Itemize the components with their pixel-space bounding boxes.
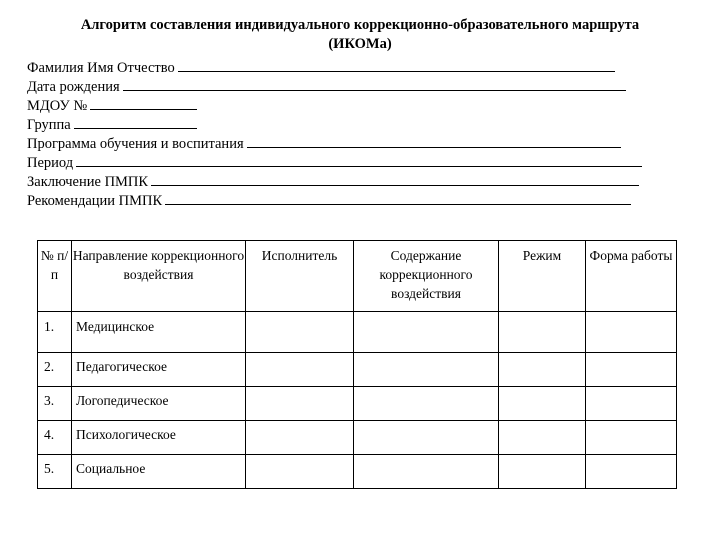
row-form-cell (586, 312, 677, 353)
row-form-cell (586, 387, 677, 421)
fill-in-line (123, 77, 626, 91)
row-direction: Медицинское (72, 312, 246, 353)
row-content-cell (354, 455, 499, 489)
row-mode-cell (499, 455, 586, 489)
row-content-cell (354, 421, 499, 455)
row-number: 3. (38, 387, 72, 421)
row-mode-cell (499, 387, 586, 421)
field-label: Заключение ПМПК (27, 174, 149, 190)
table-header-row (38, 241, 677, 312)
field-period (27, 153, 642, 172)
row-direction: Педагогическое (72, 353, 246, 387)
field-birth-date (27, 77, 642, 96)
row-form-cell (586, 421, 677, 455)
header-executor: Исполнитель (246, 241, 354, 312)
fill-in-line (178, 58, 615, 72)
field-group (27, 115, 642, 134)
row-number: 5. (38, 455, 72, 489)
table-row (38, 455, 677, 489)
title-line-1: Алгоритм составления индивидуального коррекционно-образовательного маршрута (80, 17, 640, 33)
field-program (27, 134, 642, 153)
row-number: 1. (38, 312, 72, 353)
fill-in-line (247, 134, 621, 148)
row-executor-cell (246, 455, 354, 489)
header-direction: Направление коррекционного воздействия (72, 241, 246, 312)
row-content-cell (354, 387, 499, 421)
field-label: Рекомендации ПМПК (27, 193, 163, 209)
fill-in-line (165, 191, 631, 205)
field-label: Период (27, 155, 74, 171)
row-executor-cell (246, 353, 354, 387)
table-row (38, 353, 677, 387)
fill-in-line (90, 96, 197, 110)
field-mdou (27, 96, 642, 115)
field-pmpk-conclusion (27, 172, 642, 191)
document-title (30, 16, 690, 54)
field-label: Программа обучения и воспитания (27, 136, 244, 152)
table-row (38, 387, 677, 421)
row-executor-cell (246, 387, 354, 421)
header-form: Форма работы (586, 241, 677, 312)
header-number: № п/ п (38, 241, 72, 312)
row-mode-cell (499, 353, 586, 387)
row-mode-cell (499, 312, 586, 353)
title-line-2: (ИКОМа) (328, 36, 392, 52)
form-fields (27, 58, 642, 210)
field-label: Фамилия Имя Отчество (27, 60, 175, 76)
table-row (38, 421, 677, 455)
row-number: 2. (38, 353, 72, 387)
route-table (37, 240, 677, 489)
row-form-cell (586, 353, 677, 387)
fill-in-line (74, 115, 197, 129)
row-number: 4. (38, 421, 72, 455)
row-content-cell (354, 312, 499, 353)
header-mode: Режим (499, 241, 586, 312)
row-direction: Социальное (72, 455, 246, 489)
field-fio (27, 58, 642, 77)
table-row (38, 312, 677, 353)
field-label: МДОУ № (27, 98, 88, 114)
row-direction: Психологическое (72, 421, 246, 455)
header-content: Содержание коррекционного воздействия (354, 241, 499, 312)
fill-in-line (76, 153, 642, 167)
row-content-cell (354, 353, 499, 387)
fill-in-line (151, 172, 639, 186)
row-direction: Логопедическое (72, 387, 246, 421)
field-label: Группа (27, 117, 71, 133)
field-pmpk-recommendations (27, 191, 642, 210)
field-label: Дата рождения (27, 79, 120, 95)
row-form-cell (586, 455, 677, 489)
row-mode-cell (499, 421, 586, 455)
row-executor-cell (246, 421, 354, 455)
row-executor-cell (246, 312, 354, 353)
